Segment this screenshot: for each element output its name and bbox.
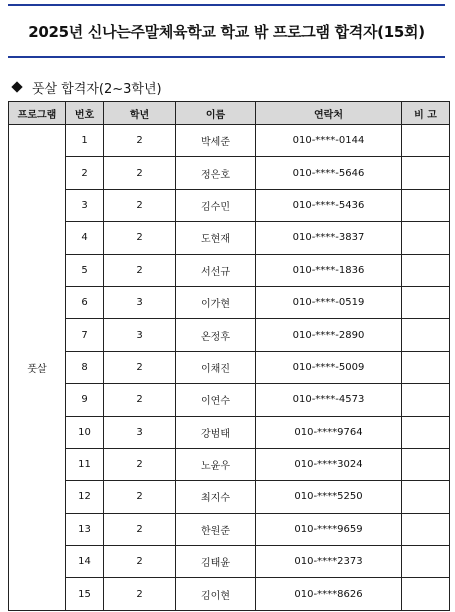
name-cell: 이채진 — [176, 351, 256, 383]
name-cell: 강범태 — [176, 416, 256, 448]
name-cell: 김태윤 — [176, 546, 256, 578]
table-row — [9, 416, 450, 448]
grade-cell: 3 — [104, 319, 176, 351]
note-cell — [402, 384, 450, 416]
table-row — [9, 448, 450, 480]
table-row — [9, 189, 450, 221]
contact-cell: 010-****5250 — [256, 481, 402, 513]
number-cell: 12 — [66, 481, 104, 513]
grade-cell: 2 — [104, 481, 176, 513]
number-cell: 2 — [66, 157, 104, 189]
number-cell: 8 — [66, 351, 104, 383]
table-row — [9, 286, 450, 318]
header-number: 번호 — [66, 102, 104, 125]
grade-cell: 2 — [104, 222, 176, 254]
table-row — [9, 222, 450, 254]
contact-cell: 010-****-3837 — [256, 222, 402, 254]
number-cell: 10 — [66, 416, 104, 448]
section-heading-text: 풋살 합격자(2~3학년) — [32, 81, 162, 97]
number-cell: 11 — [66, 448, 104, 480]
document-title-text: 2025년 신나는주말체육학교 학교 밖 프로그램 합격자(15회) — [28, 22, 425, 41]
contact-cell: 010-****-1836 — [256, 254, 402, 286]
grade-cell: 2 — [104, 546, 176, 578]
contact-cell: 010-****-0144 — [256, 125, 402, 157]
grade-cell: 2 — [104, 254, 176, 286]
note-cell — [402, 254, 450, 286]
diamond-bullet-icon — [11, 81, 22, 92]
contact-cell: 010-****3024 — [256, 448, 402, 480]
grade-cell: 2 — [104, 351, 176, 383]
note-cell — [402, 416, 450, 448]
name-cell: 온정후 — [176, 319, 256, 351]
note-cell — [402, 222, 450, 254]
table-row — [9, 351, 450, 383]
number-cell: 6 — [66, 286, 104, 318]
note-cell — [402, 157, 450, 189]
table-body — [9, 125, 450, 611]
results-table — [8, 101, 450, 611]
number-cell: 13 — [66, 513, 104, 545]
note-cell — [402, 189, 450, 221]
contact-cell: 010-****-5009 — [256, 351, 402, 383]
note-cell — [402, 546, 450, 578]
grade-cell: 2 — [104, 125, 176, 157]
number-cell: 7 — [66, 319, 104, 351]
name-cell: 최지수 — [176, 481, 256, 513]
table-row — [9, 578, 450, 610]
table-row — [9, 254, 450, 286]
grade-cell: 2 — [104, 578, 176, 610]
contact-cell: 010-****9659 — [256, 513, 402, 545]
number-cell: 1 — [66, 125, 104, 157]
grade-cell: 3 — [104, 416, 176, 448]
contact-cell: 010-****2373 — [256, 546, 402, 578]
number-cell: 15 — [66, 578, 104, 610]
note-cell — [402, 319, 450, 351]
name-cell: 정은호 — [176, 157, 256, 189]
contact-cell: 010-****-5646 — [256, 157, 402, 189]
program-category-cell: 풋살 — [9, 125, 66, 611]
name-cell: 이가현 — [176, 286, 256, 318]
number-cell: 5 — [66, 254, 104, 286]
table-row — [9, 384, 450, 416]
table-header-row — [9, 102, 450, 125]
name-cell: 노윤우 — [176, 448, 256, 480]
name-cell: 이연수 — [176, 384, 256, 416]
header-note: 비 고 — [402, 102, 450, 125]
grade-cell: 2 — [104, 513, 176, 545]
contact-cell: 010-****8626 — [256, 578, 402, 610]
contact-cell: 010-****-2890 — [256, 319, 402, 351]
name-cell: 도현재 — [176, 222, 256, 254]
note-cell — [402, 481, 450, 513]
header-contact: 연락처 — [256, 102, 402, 125]
note-cell — [402, 286, 450, 318]
number-cell: 3 — [66, 189, 104, 221]
name-cell: 한원준 — [176, 513, 256, 545]
table-row — [9, 157, 450, 189]
document-title — [8, 4, 445, 58]
number-cell: 14 — [66, 546, 104, 578]
note-cell — [402, 578, 450, 610]
number-cell: 9 — [66, 384, 104, 416]
header-grade: 학년 — [104, 102, 176, 125]
note-cell — [402, 351, 450, 383]
contact-cell: 010-****-4573 — [256, 384, 402, 416]
contact-cell: 010-****-5436 — [256, 189, 402, 221]
header-program: 프로그램 — [9, 102, 66, 125]
section-heading — [10, 78, 162, 96]
grade-cell: 2 — [104, 189, 176, 221]
table-row — [9, 125, 450, 157]
grade-cell: 3 — [104, 286, 176, 318]
note-cell — [402, 125, 450, 157]
name-cell: 박세준 — [176, 125, 256, 157]
grade-cell: 2 — [104, 448, 176, 480]
grade-cell: 2 — [104, 384, 176, 416]
note-cell — [402, 448, 450, 480]
table-row — [9, 513, 450, 545]
name-cell: 서선규 — [176, 254, 256, 286]
contact-cell: 010-****9764 — [256, 416, 402, 448]
grade-cell: 2 — [104, 157, 176, 189]
note-cell — [402, 513, 450, 545]
table-row — [9, 481, 450, 513]
name-cell: 김수민 — [176, 189, 256, 221]
table-row — [9, 546, 450, 578]
number-cell: 4 — [66, 222, 104, 254]
header-name: 이름 — [176, 102, 256, 125]
contact-cell: 010-****-0519 — [256, 286, 402, 318]
name-cell: 김이현 — [176, 578, 256, 610]
table-row — [9, 319, 450, 351]
